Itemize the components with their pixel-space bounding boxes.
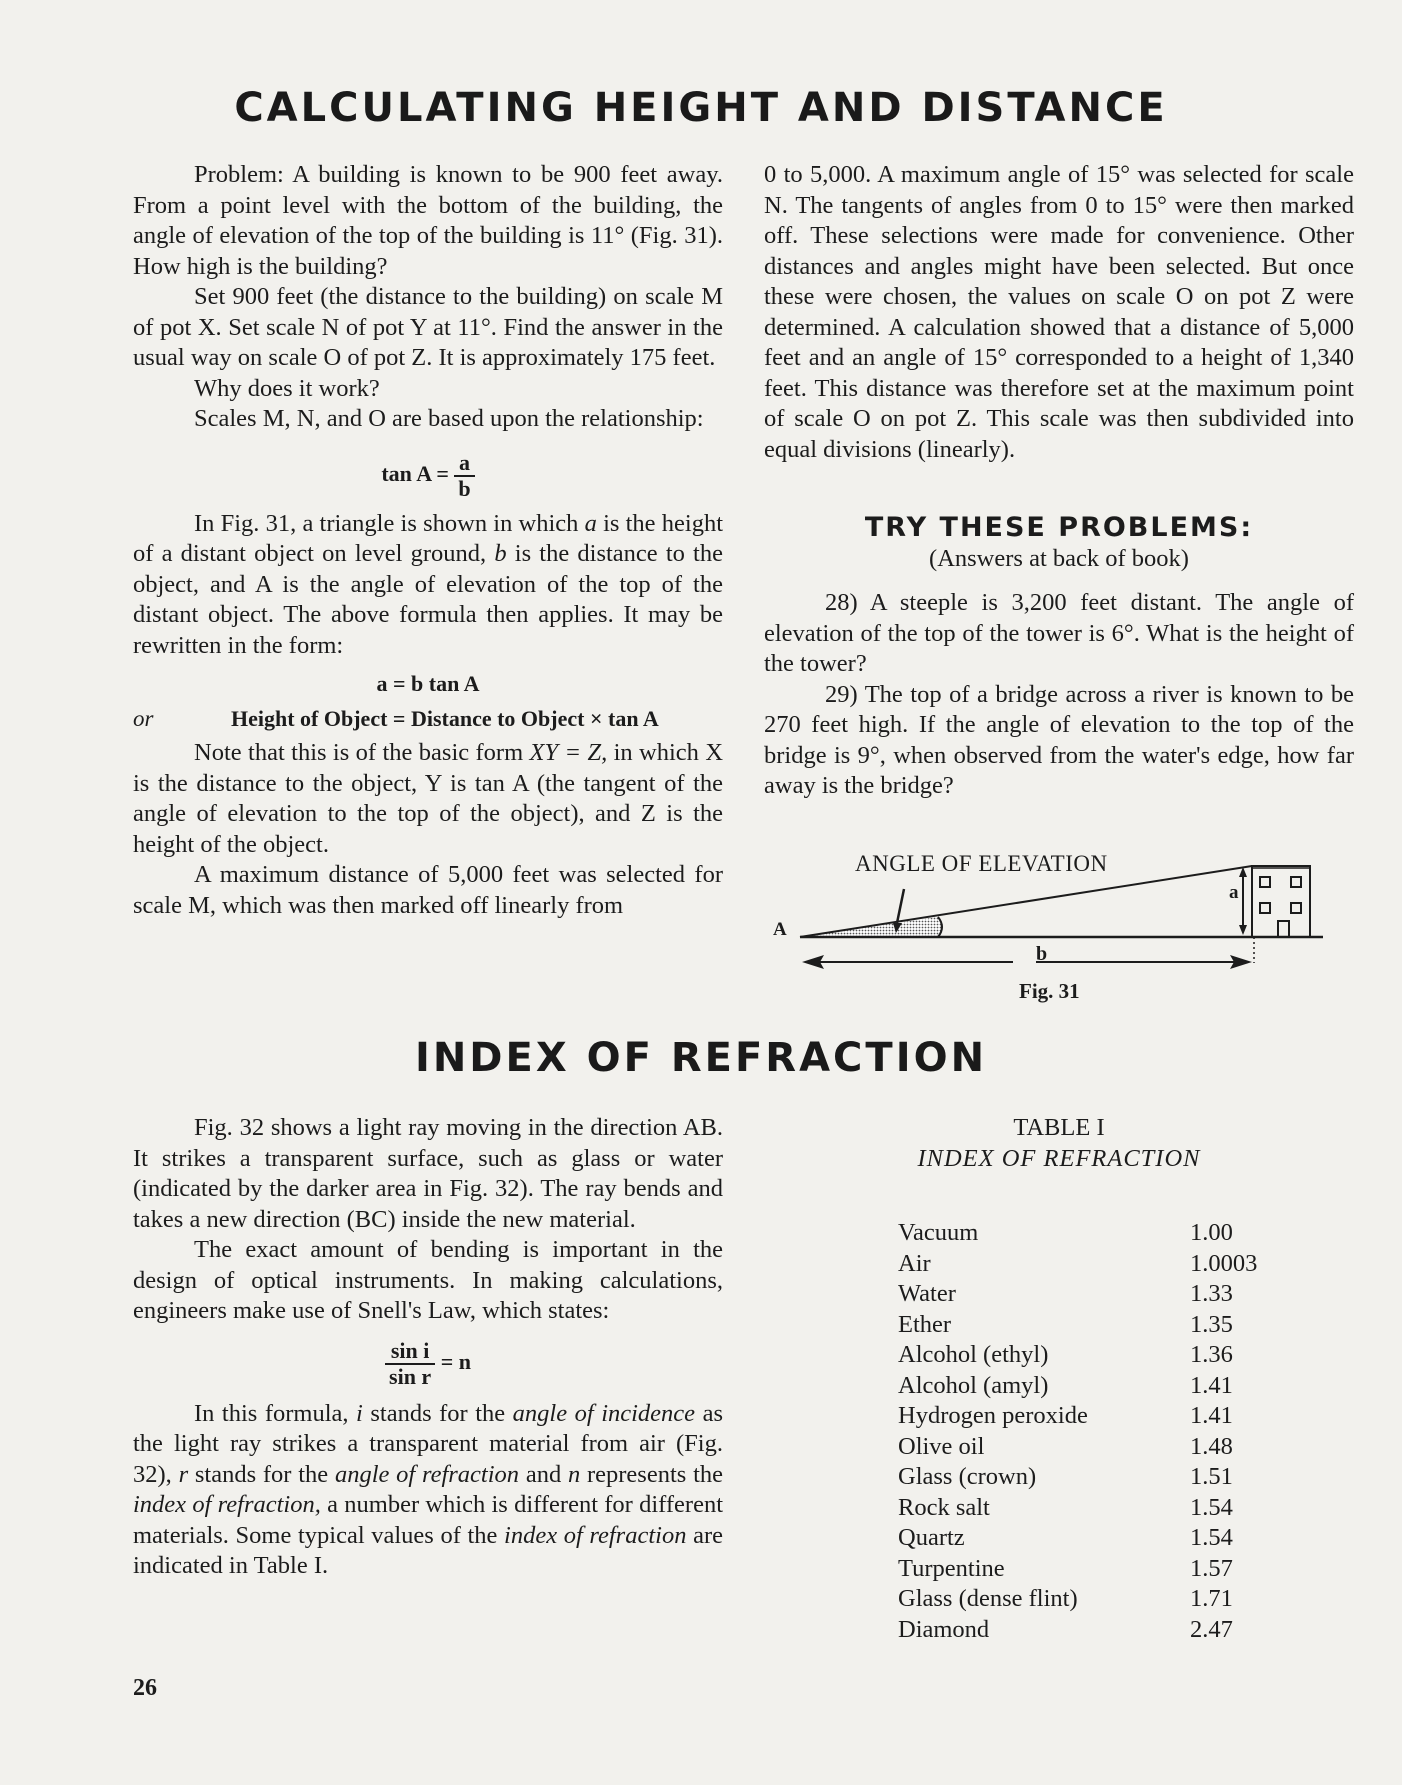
refraction-value: 1.51: [1190, 1463, 1233, 1490]
material-name: Olive oil: [898, 1432, 985, 1460]
paragraph-max-distance: A maximum distance of 5,000 feet was selected for scale M, which was then marked off linearly from: [133, 861, 723, 919]
material-name: Rock salt: [898, 1493, 990, 1521]
text-segment: are indicated in Table I.: [133, 1521, 723, 1579]
text-segment: and: [519, 1460, 568, 1488]
term-index-refraction: index of refraction,: [133, 1491, 321, 1518]
table-row: [898, 1462, 1257, 1493]
material-name: Quartz: [898, 1524, 965, 1551]
subheading-try-problems: TRY THESE PROBLEMS:: [864, 512, 1254, 543]
building-window: [1291, 877, 1301, 887]
paragraph-why: Why does it work?: [194, 374, 380, 402]
table-row: [898, 1493, 1257, 1524]
label-vertex-A: A: [773, 919, 787, 940]
refraction-value: 1.00: [1190, 1219, 1233, 1246]
material-name: Turpentine: [898, 1554, 1005, 1582]
table-subtitle: INDEX OF REFRACTION: [917, 1144, 1201, 1172]
var-b: b: [494, 540, 507, 567]
refraction-value: 1.41: [1190, 1371, 1233, 1399]
table-row: [898, 1249, 1257, 1280]
refraction-value: 1.35: [1190, 1310, 1233, 1338]
var-i: i: [356, 1399, 363, 1427]
figure-31-caption: Fig. 31: [1019, 979, 1080, 1003]
problem-29: 29) The top of a bridge across a river is known to be 270 feet high. If the angle of elevation to the top of the bridge is 9°, when observed from the water's edge, how far away is the bridge?: [764, 680, 1354, 799]
table-row: [898, 1218, 1257, 1249]
formula-snell-fraction: [385, 1339, 435, 1389]
left-column-section2: [133, 1113, 723, 1582]
paragraph-basic-form: [133, 738, 723, 860]
refraction-value: 1.54: [1190, 1524, 1233, 1551]
section-title-height-distance: CALCULATING HEIGHT AND DISTANCE: [234, 85, 1168, 131]
refraction-value: 1.0003: [1190, 1249, 1258, 1277]
paragraph-fig31-explanation: [133, 509, 723, 662]
text-segment: In Fig. 31, a triangle is shown in which: [194, 509, 585, 537]
formula-snell-rhs: = n: [440, 1348, 471, 1374]
table-row: [898, 1584, 1257, 1615]
text-segment: stands for the: [188, 1460, 335, 1488]
formula-tan-lhs: tan A =: [381, 460, 449, 486]
building-window: [1260, 877, 1270, 887]
table-row: [898, 1432, 1257, 1463]
material-name: Vacuum: [898, 1219, 979, 1246]
material-name: Air: [898, 1249, 931, 1277]
var-a: a: [584, 509, 597, 537]
material-name: Diamond: [898, 1615, 990, 1643]
formula-a-equals: a = b tan A: [376, 671, 480, 696]
var-r: r: [178, 1460, 189, 1488]
text-segment: represents the: [580, 1460, 724, 1488]
formula-tan-denominator: b: [458, 475, 471, 501]
var-n: n: [567, 1460, 581, 1488]
refraction-value: 1.41: [1190, 1402, 1233, 1429]
term-angle-incidence: angle of incidence: [512, 1399, 696, 1427]
building-window: [1260, 903, 1270, 913]
or-label: or: [133, 705, 154, 731]
refraction-table: [898, 1218, 1257, 1645]
table-title: TABLE I: [1013, 1114, 1105, 1141]
refraction-value: 1.54: [1190, 1493, 1233, 1521]
paragraph-light-ray: Fig. 32 shows a light ray moving in the direction AB. It strikes a transparent surface, such as glass or water (indicated by the darker area in Fig. 32). The ray bends and takes a new direction (BC) inside the new material.: [133, 1114, 723, 1233]
subheading-note: (Answers at back of book): [929, 544, 1189, 572]
building-door: [1278, 921, 1289, 937]
table-row: [898, 1279, 1257, 1310]
material-name: Water: [898, 1280, 956, 1307]
height-arrow-bottom: [1239, 925, 1247, 935]
refraction-value: 2.47: [1190, 1615, 1233, 1643]
text-segment: is the distance to the object, and A is the angle of elevation of the top of the distant object. The above formula then applies. It may be rewritten in the form:: [133, 540, 723, 659]
formula-height-object: [133, 704, 723, 735]
text-segment: is the height of a distant object on level ground,: [133, 509, 723, 567]
formula-tan-fraction: [454, 451, 474, 501]
text-segment: stands for the: [362, 1399, 513, 1427]
table-row: [898, 1310, 1257, 1341]
formula-snell: [133, 1339, 723, 1389]
table-row: [898, 1371, 1257, 1402]
term-index-refraction: index of refraction: [504, 1521, 687, 1549]
refraction-value: 1.36: [1190, 1341, 1233, 1368]
angle-pointer: [897, 889, 904, 923]
paragraph-bending: The exact amount of bending is important in the design of optical instruments. In making calculations, engineers make use of Snell's Law, which states:: [133, 1236, 723, 1324]
table-row: [898, 1523, 1257, 1554]
material-name: Alcohol (amyl): [898, 1371, 1049, 1399]
formula-snell-denominator: sin r: [389, 1363, 432, 1389]
formula-tan: [133, 451, 723, 501]
text-segment: as the light ray strikes a transparent material from air (Fig. 32),: [133, 1399, 723, 1488]
table-heading: [764, 1113, 1354, 1174]
paragraph-problem: Problem: A building is known to be 900 feet away. From a point level with the bottom of the building, the angle of elevation of the top of the building is 11° (Fig. 31). How high is the building?: [133, 161, 723, 280]
building-window: [1291, 903, 1301, 913]
refraction-value: 1.33: [1190, 1280, 1233, 1307]
problem-28: 28) A steeple is 3,200 feet distant. The angle of elevation of the top of the tower is 6°. What is the height of the tower?: [764, 589, 1354, 677]
text-segment: in which X is the distance to the object, Y is tan A (the tangent of the angle of elevation to the top of the object), and Z is the height of the object.: [133, 739, 724, 858]
table-row: [898, 1401, 1257, 1432]
formula-snell-numerator: sin i: [385, 1339, 435, 1365]
paragraph-scale-continued: 0 to 5,000. A maximum angle of 15° was selected for scale N. The tangents of angles from 0 to 15° were then marked off. These selections were made for convenience. Other distances and angles might have been selected. But once these were chosen, the values on scale O on pot Z were determined. A calculation showed that a distance of 5,000 feet and an angle of 15° corresponded to a height of 1,340 feet. This distance was therefore set at the maximum point of scale O on pot Z. This scale was then subdivided into equal divisions (linearly).: [764, 161, 1354, 463]
left-column-section1: [133, 160, 723, 921]
formula-tan-numerator: a: [454, 451, 474, 477]
right-column-section1: [764, 160, 1354, 802]
table-row: [898, 1554, 1257, 1585]
section-title-index-refraction: INDEX OF REFRACTION: [414, 1035, 988, 1081]
material-name: Ether: [898, 1310, 952, 1338]
text-segment: a number which is different for different materials. Some typical values of the: [133, 1491, 723, 1549]
table-row: [898, 1615, 1257, 1646]
refraction-value: 1.71: [1190, 1585, 1233, 1612]
material-name: Glass (dense flint): [898, 1585, 1078, 1612]
refraction-value: 1.48: [1190, 1432, 1233, 1460]
label-distance-b: b: [1036, 943, 1048, 965]
formula-xyz: XY = Z,: [529, 739, 608, 766]
formula-height-text: Height of Object = Distance to Object × tan A: [231, 705, 659, 731]
material-name: Hydrogen peroxide: [898, 1402, 1088, 1429]
term-angle-refraction: angle of refraction: [334, 1460, 520, 1488]
label-height-a: a: [1229, 882, 1239, 903]
refraction-value: 1.57: [1190, 1554, 1233, 1582]
paragraph-relationship: Scales M, N, and O are based upon the relationship:: [194, 405, 704, 432]
material-name: Alcohol (ethyl): [898, 1341, 1049, 1368]
table-row: [898, 1340, 1257, 1371]
paragraph-formula-explanation: [133, 1399, 723, 1582]
text-segment: In this formula,: [194, 1399, 357, 1427]
label-angle-of-elevation: ANGLE OF ELEVATION: [855, 851, 1108, 876]
paragraph-instructions: Set 900 feet (the distance to the building) on scale M of pot X. Set scale N of pot Y at 11°. Find the answer in the usual way on scale O of pot Z. It is approximately 175 feet.: [133, 283, 723, 371]
page-number: 26: [133, 1675, 157, 1701]
material-name: Glass (crown): [898, 1463, 1037, 1490]
text-segment: Note that this is of the basic form: [194, 739, 530, 766]
